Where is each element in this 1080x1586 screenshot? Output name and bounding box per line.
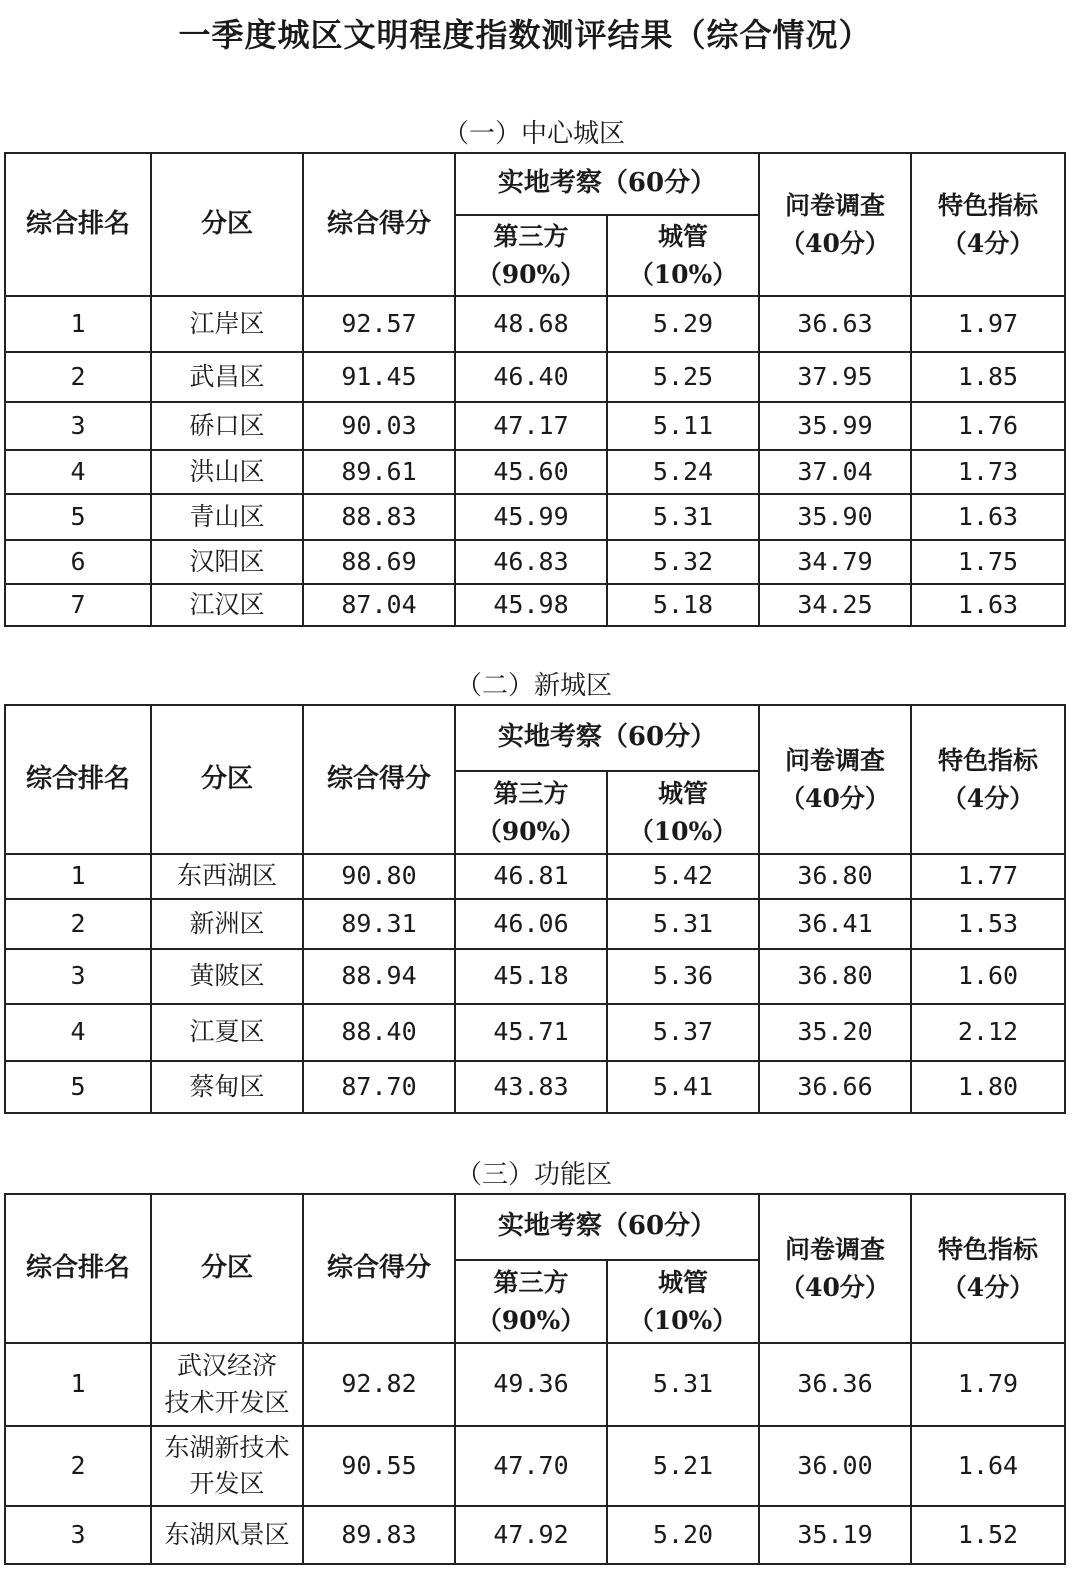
score-cell: 89.61 [303,450,455,494]
urban-mgmt-cell: 5.32 [607,540,759,584]
table-row [5,450,1065,494]
third-party-cell: 45.18 [455,949,607,1004]
survey-cell: 36.80 [759,949,911,1004]
third-party-cell: 47.17 [455,402,607,450]
header-field-inspection: 实地考察（60分） [455,1194,759,1260]
score-cell: 89.31 [303,899,455,949]
header-rank: 综合排名 [5,705,151,854]
feature-cell: 1.80 [911,1061,1065,1113]
urban-mgmt-cell: 5.21 [607,1426,759,1506]
header-third-party: 第三方 （90%） [455,771,607,854]
district-cell: 新洲区 [151,899,303,949]
header-urban-mgmt: 城管 （10%） [607,215,759,296]
header-third-party: 第三方 （90%） [455,1260,607,1343]
district-cell: 硚口区 [151,402,303,450]
feature-cell: 1.75 [911,540,1065,584]
urban-mgmt-cell: 5.31 [607,494,759,540]
rank-cell: 4 [5,1004,151,1061]
district-cell: 东湖新技术 开发区 [151,1426,303,1506]
header-feature: 特色指标 （4分） [911,1194,1065,1343]
rank-cell: 2 [5,899,151,949]
rank-cell: 3 [5,402,151,450]
rank-cell: 1 [5,1343,151,1426]
survey-cell: 35.90 [759,494,911,540]
header-survey: 问卷调查 （40分） [759,705,911,854]
score-cell: 90.55 [303,1426,455,1506]
header-feature: 特色指标 （4分） [911,705,1065,854]
feature-cell: 1.64 [911,1426,1065,1506]
district-cell: 蔡甸区 [151,1061,303,1113]
urban-mgmt-cell: 5.11 [607,402,759,450]
score-cell: 89.83 [303,1506,455,1564]
survey-cell: 36.36 [759,1343,911,1426]
district-cell: 武汉经济 技术开发区 [151,1343,303,1426]
survey-cell: 35.99 [759,402,911,450]
urban-mgmt-cell: 5.31 [607,1343,759,1426]
feature-cell: 1.53 [911,899,1065,949]
score-cell: 90.03 [303,402,455,450]
header-district: 分区 [151,705,303,854]
score-cell: 92.82 [303,1343,455,1426]
rank-cell: 1 [5,854,151,899]
section-title-central: （一）中心城区 [442,119,625,149]
table-row [5,949,1065,1004]
table-row [5,296,1065,352]
urban-mgmt-cell: 5.41 [607,1061,759,1113]
third-party-cell: 45.60 [455,450,607,494]
urban-mgmt-cell: 5.37 [607,1004,759,1061]
urban-mgmt-cell: 5.25 [607,352,759,402]
feature-cell: 1.97 [911,296,1065,352]
feature-cell: 1.73 [911,450,1065,494]
district-cell: 汉阳区 [151,540,303,584]
score-cell: 88.83 [303,494,455,540]
district-cell: 江夏区 [151,1004,303,1061]
score-cell: 90.80 [303,854,455,899]
survey-cell: 37.95 [759,352,911,402]
survey-cell: 34.79 [759,540,911,584]
table-row [5,854,1065,899]
header-survey: 问卷调查 （40分） [759,153,911,296]
survey-cell: 36.80 [759,854,911,899]
table-row [5,1343,1065,1426]
feature-cell: 1.60 [911,949,1065,1004]
header-district: 分区 [151,1194,303,1343]
score-cell: 91.45 [303,352,455,402]
third-party-cell: 47.92 [455,1506,607,1564]
urban-mgmt-cell: 5.20 [607,1506,759,1564]
rank-cell: 6 [5,540,151,584]
rank-cell: 5 [5,494,151,540]
rank-cell: 2 [5,1426,151,1506]
urban-mgmt-cell: 5.29 [607,296,759,352]
third-party-cell: 46.83 [455,540,607,584]
urban-mgmt-cell: 5.36 [607,949,759,1004]
third-party-cell: 47.70 [455,1426,607,1506]
district-cell: 黄陂区 [151,949,303,1004]
survey-cell: 35.20 [759,1004,911,1061]
header-field-inspection: 实地考察（60分） [455,153,759,215]
survey-cell: 36.63 [759,296,911,352]
table-row [5,899,1065,949]
third-party-cell: 46.06 [455,899,607,949]
district-cell: 洪山区 [151,450,303,494]
section-title-functional-zones: （三）功能区 [455,1160,612,1190]
survey-cell: 36.41 [759,899,911,949]
document-title: 一季度城区文明程度指数测评结果（综合情况） [178,16,872,54]
score-cell: 87.70 [303,1061,455,1113]
feature-cell: 1.79 [911,1343,1065,1426]
feature-cell: 1.85 [911,352,1065,402]
district-cell: 东湖风景区 [151,1506,303,1564]
third-party-cell: 46.40 [455,352,607,402]
table-row [5,1506,1065,1564]
header-feature: 特色指标 （4分） [911,153,1065,296]
header-urban-mgmt: 城管 （10%） [607,1260,759,1343]
table-row [5,1426,1065,1506]
feature-cell: 1.76 [911,402,1065,450]
rank-cell: 5 [5,1061,151,1113]
third-party-cell: 49.36 [455,1343,607,1426]
score-table-functional-zones [4,1193,1066,1565]
district-cell: 江岸区 [151,296,303,352]
survey-cell: 35.19 [759,1506,911,1564]
urban-mgmt-cell: 5.42 [607,854,759,899]
table-row [5,584,1065,626]
urban-mgmt-cell: 5.24 [607,450,759,494]
feature-cell: 1.77 [911,854,1065,899]
header-score: 综合得分 [303,153,455,296]
survey-cell: 36.00 [759,1426,911,1506]
score-cell: 92.57 [303,296,455,352]
urban-mgmt-cell: 5.31 [607,899,759,949]
third-party-cell: 46.81 [455,854,607,899]
district-cell: 东西湖区 [151,854,303,899]
header-survey: 问卷调查 （40分） [759,1194,911,1343]
table-row [5,352,1065,402]
score-cell: 88.69 [303,540,455,584]
rank-cell: 2 [5,352,151,402]
score-cell: 88.94 [303,949,455,1004]
district-cell: 武昌区 [151,352,303,402]
feature-cell: 1.52 [911,1506,1065,1564]
third-party-cell: 48.68 [455,296,607,352]
header-rank: 综合排名 [5,153,151,296]
header-score: 综合得分 [303,705,455,854]
score-cell: 88.40 [303,1004,455,1061]
rank-cell: 7 [5,584,151,626]
header-district: 分区 [151,153,303,296]
feature-cell: 1.63 [911,584,1065,626]
score-table-new-districts [4,704,1066,1114]
table-row [5,1061,1065,1113]
rank-cell: 3 [5,949,151,1004]
table-row [5,494,1065,540]
survey-cell: 37.04 [759,450,911,494]
urban-mgmt-cell: 5.18 [607,584,759,626]
header-third-party: 第三方 （90%） [455,215,607,296]
score-cell: 87.04 [303,584,455,626]
table-row [5,402,1065,450]
header-score: 综合得分 [303,1194,455,1343]
survey-cell: 34.25 [759,584,911,626]
rank-cell: 1 [5,296,151,352]
third-party-cell: 45.99 [455,494,607,540]
header-field-inspection: 实地考察（60分） [455,705,759,771]
section-title-new-districts: （二）新城区 [455,671,612,701]
header-urban-mgmt: 城管 （10%） [607,771,759,854]
third-party-cell: 45.71 [455,1004,607,1061]
rank-cell: 3 [5,1506,151,1564]
survey-cell: 36.66 [759,1061,911,1113]
table-row [5,1004,1065,1061]
third-party-cell: 43.83 [455,1061,607,1113]
score-table-central [4,152,1066,627]
rank-cell: 4 [5,450,151,494]
feature-cell: 1.63 [911,494,1065,540]
table-row [5,540,1065,584]
district-cell: 江汉区 [151,584,303,626]
header-rank: 综合排名 [5,1194,151,1343]
feature-cell: 2.12 [911,1004,1065,1061]
third-party-cell: 45.98 [455,584,607,626]
district-cell: 青山区 [151,494,303,540]
